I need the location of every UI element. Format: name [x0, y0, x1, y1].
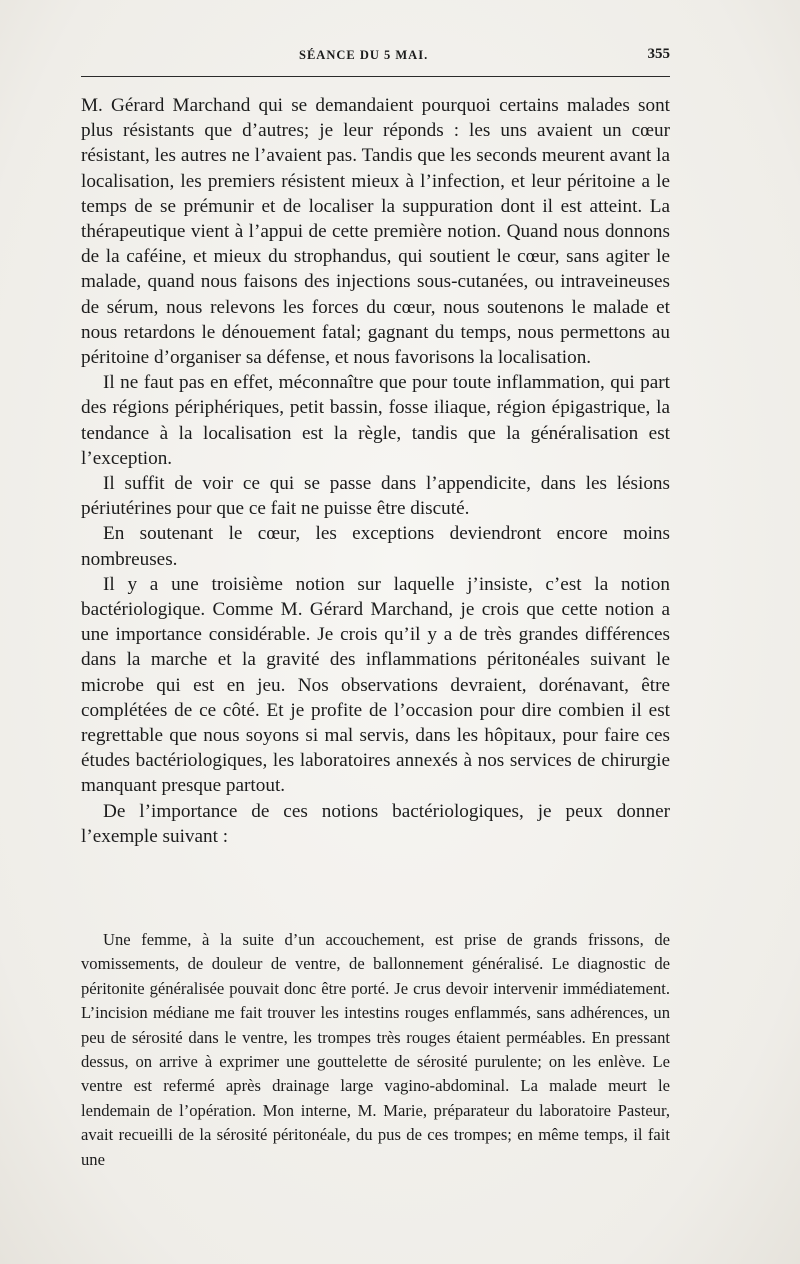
paragraph: Il suffit de voir ce qui se passe dans l’appendicite, dans les lésions périutérines pour que ce fait ne puisse être discuté.	[81, 473, 670, 520]
running-title: SÉANCE DU 5 MAI.	[299, 48, 429, 62]
paragraph: En soutenant le cœur, les exceptions deviendront encore moins nombreuses.	[81, 523, 670, 570]
main-text	[81, 93, 670, 849]
page-header	[81, 46, 670, 68]
paragraph: Il y a une troisième notion sur laquelle j’insiste, c’est la notion bactériologique. Comme M. Gérard Marchand, je crois que cette notion a une importance considérable. Je crois qu’il y a de très grandes différences dans la marche et la gravité des inflammations péritonéales suivant le microbe qui est en jeu. Nos observations devraient, dorénavant, être complétées de ce côté. Et je profite de l’occasion pour dire combien il est regrettable que nous soyons si mal servis, dans les hôpitaux, pour faire ces études bactériologiques, les laboratoires annexés à nos services de chirurgie manquant presque partout.	[81, 573, 670, 797]
page-number: 355	[647, 46, 670, 62]
case-report-text: Une femme, à la suite d’un accouchement, est prise de grands frissons, de vomissements, de douleur de ventre, de ballonnement généralisé. Le diagnostic de péritonite généralisée pouvait donc être porté. Je crus devoir intervenir immédiatement. L’incision médiane me fait trouver les intestins rouges enflammés, sans adhérences, un peu de sérosité dans le ventre, les trompes très rouges étaient perméables. En pressant dessus, on arrive à exprimer une gouttelette de sérosité purulente; on les enlève. Le ventre est refermé après drainage large vagino-abdominal. La malade meurt le lendemain de l’opération. Mon interne, M. Marie, préparateur du laboratoire Pasteur, avait recueilli de la sérosité péritonéale, du pus de ces trompes; en même temps, il fait une	[81, 930, 670, 1169]
case-report	[81, 928, 670, 1172]
paragraph: M. Gérard Marchand qui se demandaient pourquoi certains malades sont plus résistants que d’autres; je leur réponds : les uns avaient un cœur résistant, les autres ne l’avaient pas. Tandis que les seconds meurent avant la localisation, les premiers résistent mieux à l’infection, et leur péritoine a le temps de se prémunir et de localiser la suppuration dont il est atteint. La thérapeutique vient à l’appui de cette première notion. Quand nous donnons de la caféine, et mieux du strophandus, qui soutient le cœur, sans agiter le malade, quand nous faisons des injections sous-cutanées, ou intraveineuses de sérum, nous relevons les forces du cœur, nous soutenons le malade et nous retardons le dénouement fatal; gagnant du temps, nous permettons au péritoine d’organiser sa défense, et nous favorisons la localisation.	[81, 95, 670, 369]
header-rule	[81, 76, 670, 77]
paragraph: Il ne faut pas en effet, méconnaître que pour toute inflammation, qui part des régions périphériques, petit bassin, fosse iliaque, région épigastrique, la tendance à la localisation est la règle, tandis que la généralisation est l’exception.	[81, 372, 670, 469]
paragraph: De l’importance de ces notions bactériologiques, je peux donner l’exemple suivant :	[81, 800, 670, 847]
